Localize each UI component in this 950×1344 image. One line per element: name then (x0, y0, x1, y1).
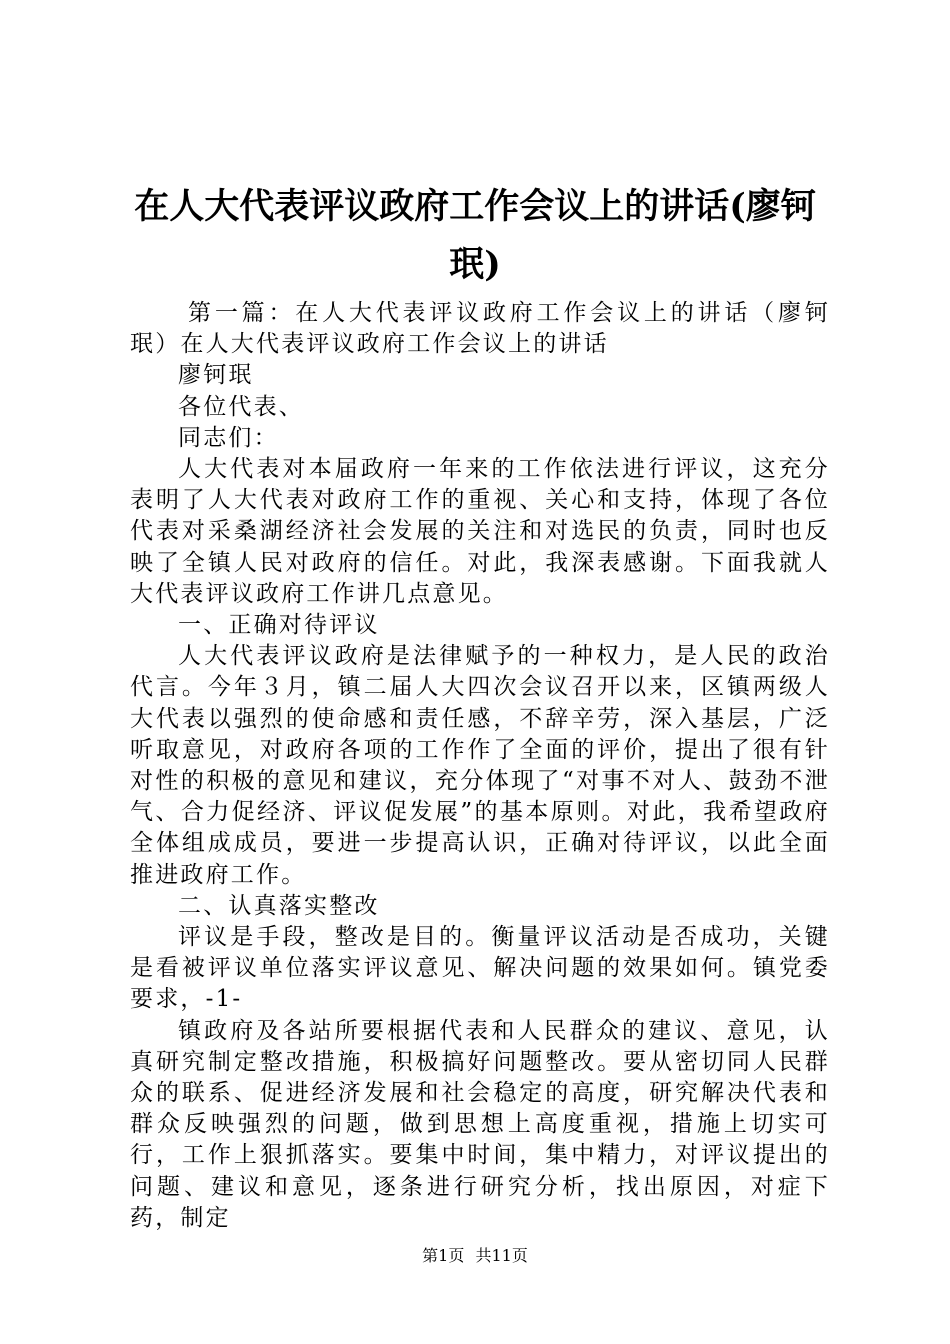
paragraph: 同志们： (178, 424, 279, 451)
page-footer (0, 1245, 950, 1267)
paragraph: 镇政府及各站所要根据代表和人民群众的建议、意见，认真研究制定整改措施，积极搞好问题整改。要从密切同人民群众的联系、促进经济发展和社会稳定的高度，研究解决代表和群众反映强烈的问题，做到思想上高度重视，措施上切实可行，工作上狠抓落实。要集中时间，集中精力，对评议提出的问题、建议和意见，逐条进行研究分析，找出原因，对症下药，制定 (130, 1017, 830, 1231)
page-total: 共11页 (475, 1246, 528, 1265)
paragraph: 评议是手段，整改是目的。衡量评议活动是否成功，关键是看被评议单位落实评议意见、解决问题的效果如何。镇党委要求，-1- (130, 924, 830, 1013)
section-heading: 一、正确对待评议 (178, 612, 380, 639)
document-body (130, 298, 830, 1234)
paragraph: 第一篇：在人大代表评议政府工作会议上的讲话（廖钶珉）在人大代表评议政府工作会议上的讲话 (130, 300, 830, 358)
page-number: 第1页 (422, 1246, 465, 1265)
paragraph: 各位代表、 (178, 393, 304, 420)
document-title: 在人大代表评议政府工作会议上的讲话(廖钶珉) (134, 186, 816, 285)
paragraph: 人大代表评议政府是法律赋予的一种权力，是人民的政治代言。今年３月，镇二届人大四次会议召开以来，区镇两级人大代表以强烈的使命感和责任感，不辞辛劳，深入基层，广泛听取意见，对政府各项的工作作了全面的评价，提出了很有针对性的积极的意见和建议，充分体现了“对事不对人、鼓劲不泄气、合力促经济、评议促发展”的基本原则。对此，我希望政府全体组成成员，要进一步提高认识，正确对待评议，以此全面推进政府工作。 (130, 643, 830, 888)
section-heading: 二、认真落实整改 (178, 892, 380, 919)
paragraph: 廖钶珉 (178, 362, 254, 389)
paragraph: 人大代表对本届政府一年来的工作依法进行评议，这充分表明了人大代表对政府工作的重视、关心和支持，体现了各位代表对采桑湖经济社会发展的关注和对选民的负责，同时也反映了全镇人民对政府的信任。对此，我深表感谢。下面我就人大代表评议政府工作讲几点意见。 (130, 456, 830, 607)
